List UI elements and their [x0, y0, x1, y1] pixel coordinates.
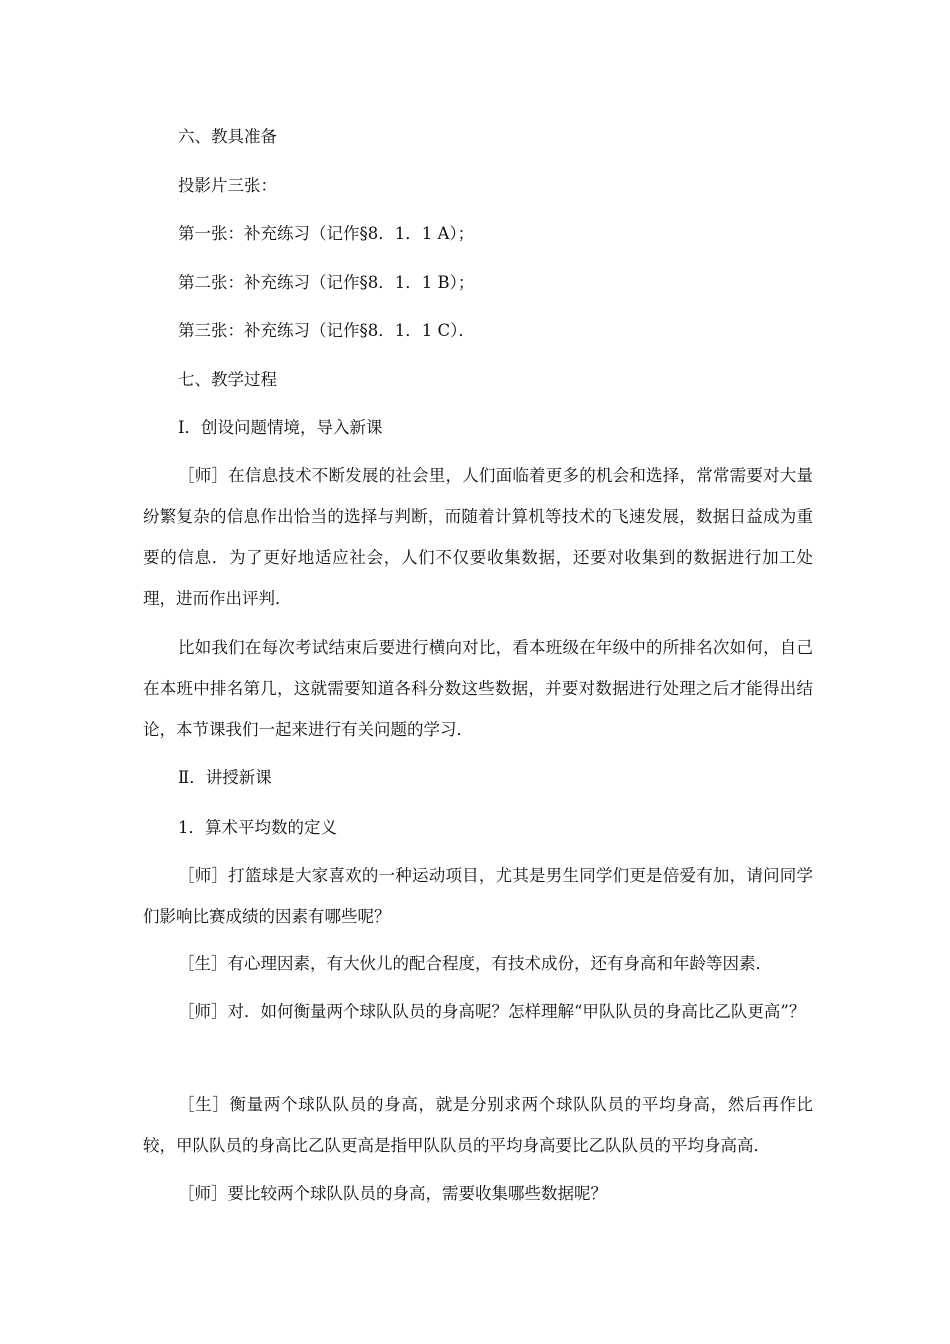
paragraph-student-factors: ［生］有心理因素，有大伙儿的配合程度，有技术成份，还有身高和年龄等因素． — [178, 954, 772, 973]
subsection-heading-mean-definition: 1．算术平均数的定义 — [178, 818, 337, 837]
paragraph-slides-intro: 投影片三张： — [178, 176, 277, 195]
paragraph-slide-2: 第二张：补充练习（记作§8．1．1 B）； — [178, 273, 475, 292]
paragraph-teacher-height: ［师］对．如何衡量两个球队队员的身高呢？怎样理解“甲队队员的身高比乙队更高”？ — [178, 1002, 806, 1021]
paragraph-slide-1: 第一张：补充练习（记作§8．1．1 A）； — [178, 224, 475, 243]
paragraph-teacher-intro: ［师］在信息技术不断发展的社会里，人们面临着更多的机会和选择，常常需要对大量纷繁复杂的信息作出恰当的选择与判断，而随着计算机等技术的飞速发展，数据日益成为重要的信息．为了更好地适应社会，人们不仅要收集数据，还要对收集到的数据进行加工处理，进而作出评判． — [143, 466, 813, 608]
subsection-heading-intro: Ⅰ．创设问题情境，导入新课 — [178, 418, 383, 437]
section-heading-teaching-aids: 六、教具准备 — [178, 127, 277, 146]
paragraph-teacher-basketball: ［师］打篮球是大家喜欢的一种运动项目，尤其是男生同学们更是倍爱有加，请问同学们影响比赛成绩的因素有哪些呢？ — [143, 866, 813, 926]
paragraph-slide-3: 第三张：补充练习（记作§8．1．1 C）． — [178, 321, 475, 340]
paragraph-student-average: ［生］衡量两个球队队员的身高，就是分别求两个球队队员的平均身高，然后再作比较，甲队队员的身高比乙队更高是指甲队队员的平均身高要比乙队队员的平均身高高． — [143, 1095, 813, 1155]
subsection-heading-new-lesson: Ⅱ．讲授新课 — [178, 768, 272, 787]
paragraph-teacher-data: ［师］要比较两个球队队员的身高，需要收集哪些数据呢？ — [178, 1184, 607, 1203]
paragraph-exam-example: 比如我们在每次考试结束后要进行横向对比，看本班级在年级中的所排名次如何，自己在本班中排名第几，这就需要知道各科分数这些数据，并要对数据进行处理之后才能得出结论，本节课我们一起来进行有关问题的学习． — [143, 638, 813, 739]
section-heading-teaching-process: 七、教学过程 — [178, 370, 277, 389]
